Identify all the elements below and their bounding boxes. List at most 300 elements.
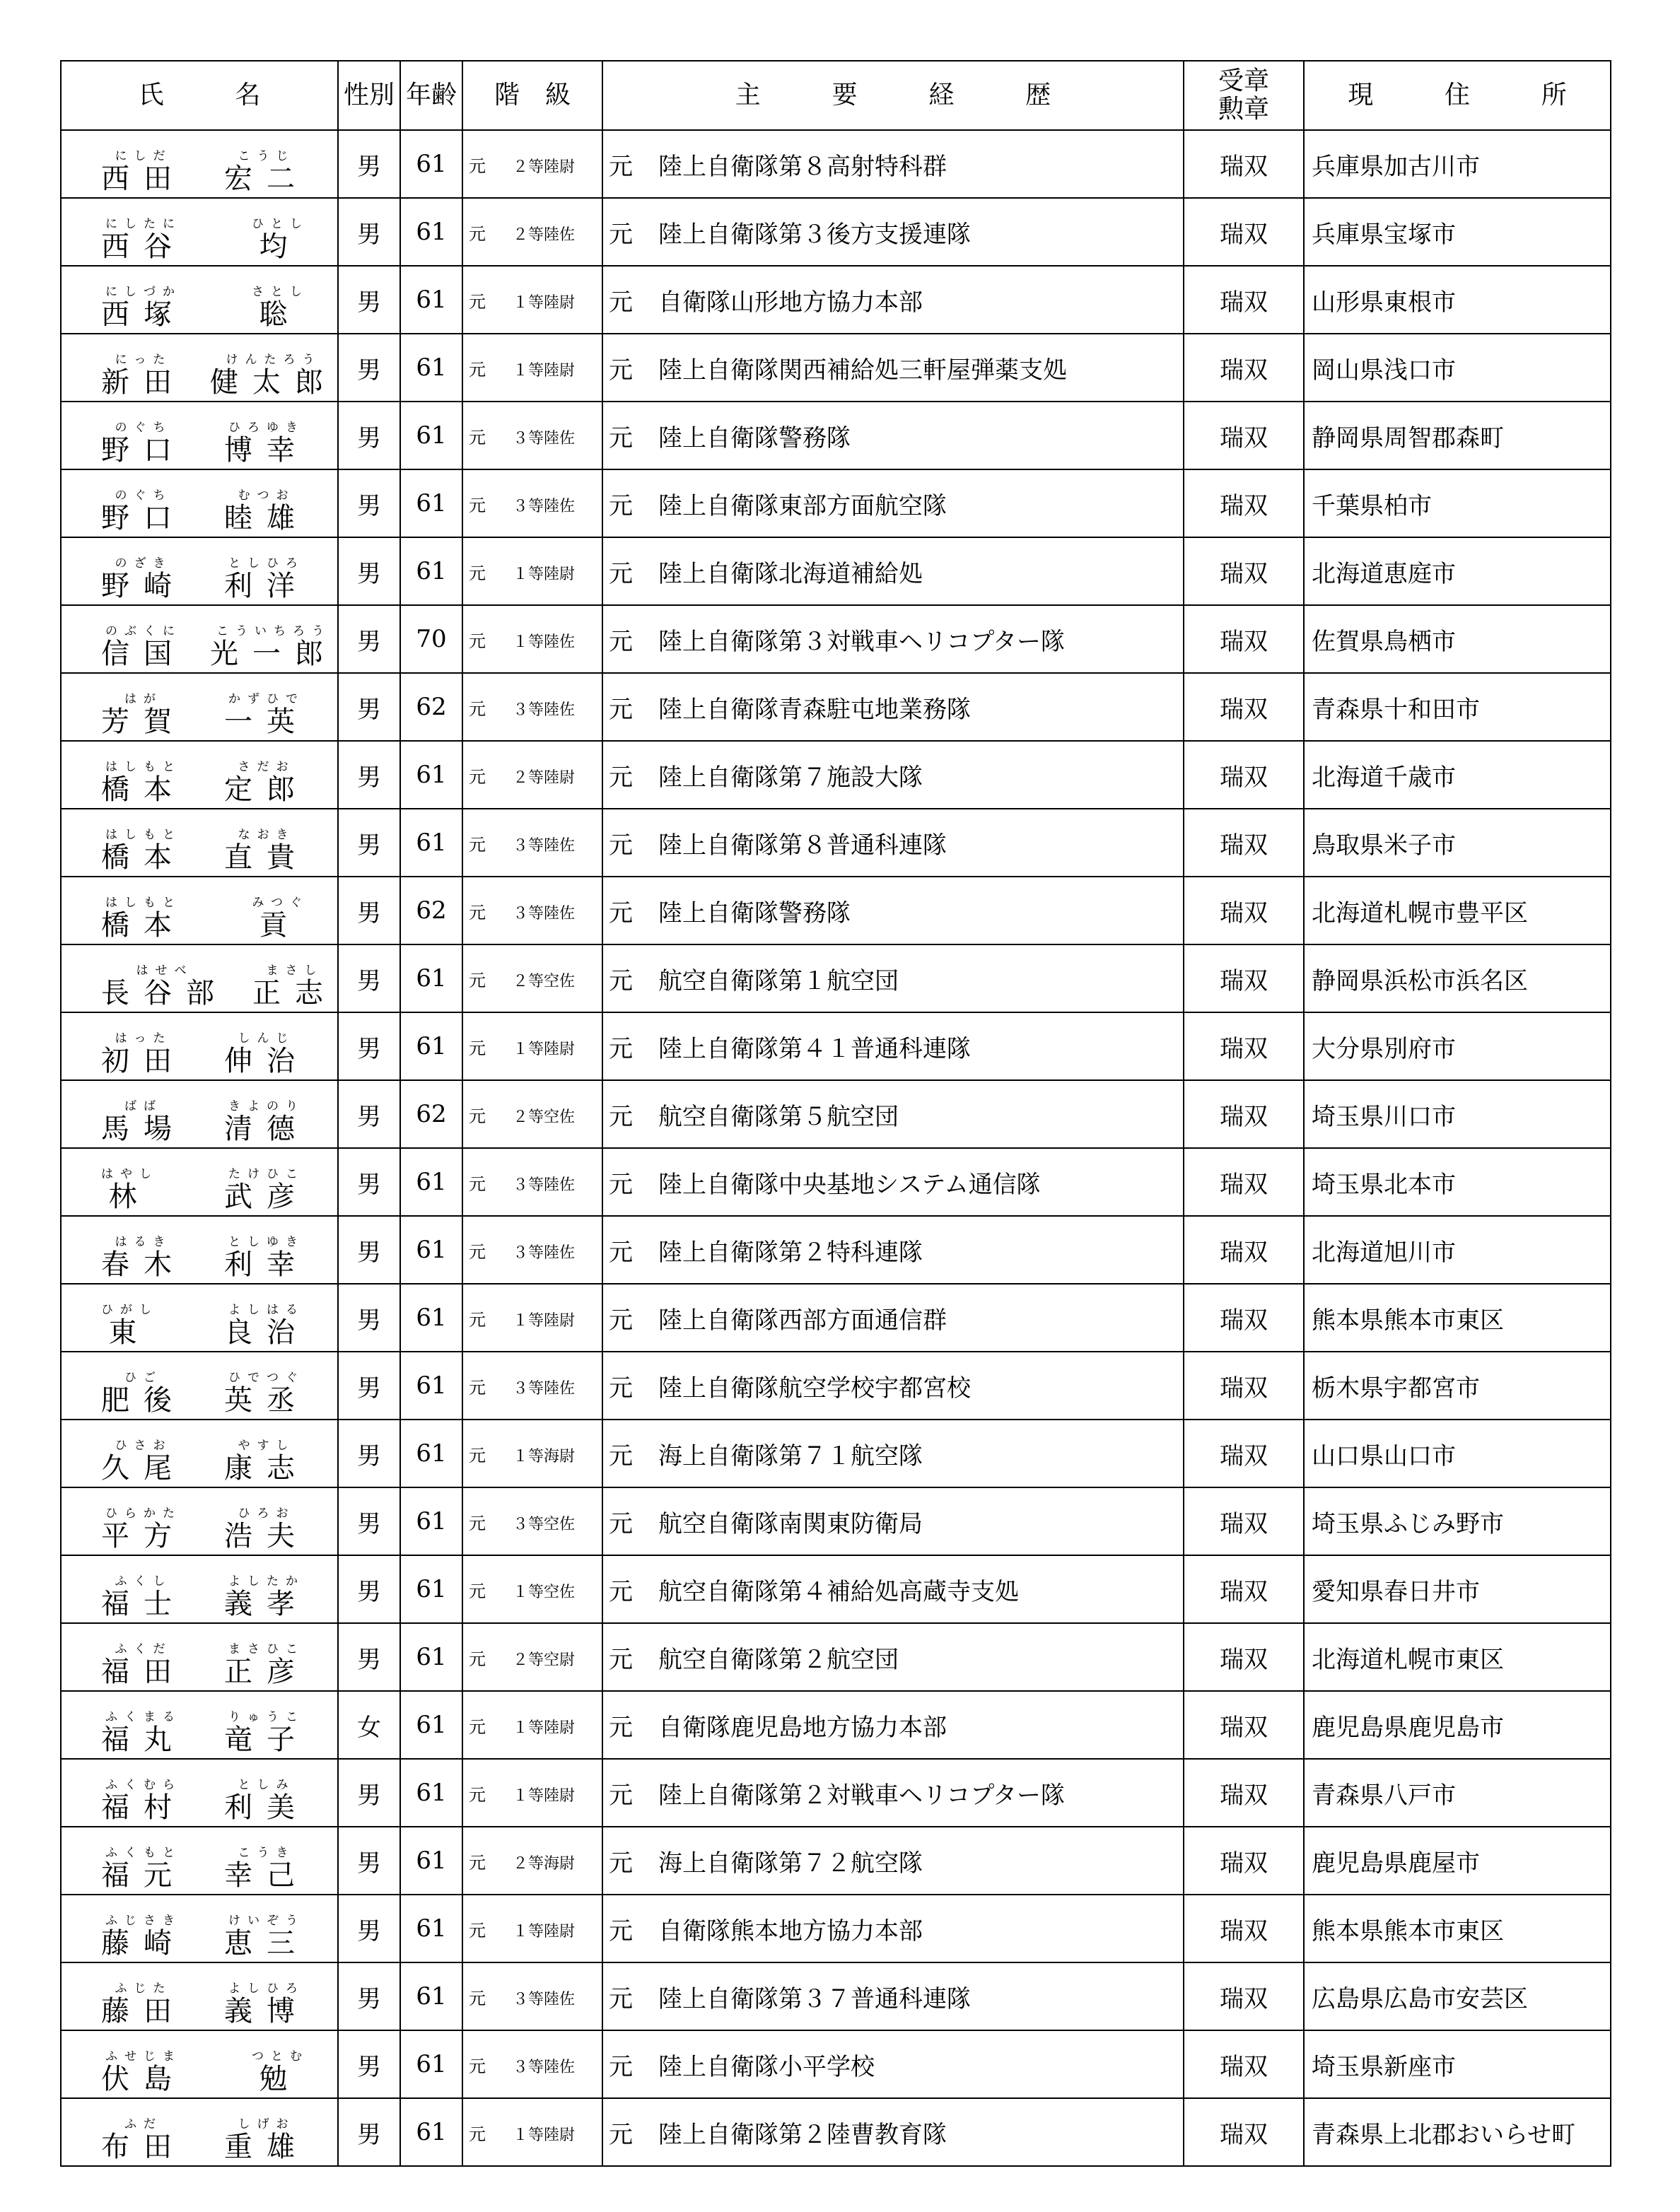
address-cell: 北海道旭川市	[1304, 1216, 1611, 1284]
given-name-kanji: 恵三	[224, 1926, 309, 1960]
rank-prefix: 元	[469, 698, 486, 719]
address-cell: 千葉県柏市	[1304, 469, 1611, 537]
rank-prefix: 元	[469, 970, 486, 990]
award-cell: 瑞双	[1184, 1827, 1304, 1895]
table-body	[61, 130, 1611, 2166]
name-cell	[61, 1012, 338, 1080]
family-name-reading: ふせじま	[105, 2049, 182, 2064]
award-cell: 瑞双	[1184, 1080, 1304, 1148]
rank-cell	[462, 673, 602, 741]
career-prefix: 元	[609, 1984, 633, 2013]
given-name-kanji: 清德	[224, 1112, 309, 1145]
given-name-kanji: 光一郎	[210, 637, 337, 670]
career-prefix: 元	[609, 1306, 633, 1335]
sex-cell: 男	[338, 1555, 400, 1623]
rank-cell	[462, 1216, 602, 1284]
given-name-kanji: 浩夫	[224, 1519, 309, 1552]
rank-value: ３等陸佐	[513, 836, 576, 855]
age-cell: 62	[400, 1080, 462, 1148]
award-cell: 瑞双	[1184, 1555, 1304, 1623]
table-row	[61, 1759, 1611, 1827]
career-cell	[602, 605, 1184, 673]
rank-value: ３等陸佐	[513, 701, 576, 719]
address-cell: 広島県広島市安芸区	[1304, 1962, 1611, 2030]
rank-prefix: 元	[469, 1513, 486, 1533]
career-value: 陸上自衛隊第８普通科連隊	[658, 831, 947, 860]
career-value: 陸上自衛隊第３後方支援連隊	[658, 220, 971, 249]
rank-cell	[462, 1284, 602, 1352]
address-cell: 鳥取県米子市	[1304, 809, 1611, 877]
address-cell: 大分県別府市	[1304, 1012, 1611, 1080]
career-value: 陸上自衛隊警務隊	[658, 899, 851, 927]
sex-cell: 男	[338, 605, 400, 673]
family-name-kanji: 長谷部	[101, 976, 228, 1010]
family-name	[101, 1440, 186, 1483]
table-row	[61, 741, 1611, 809]
address-cell: 愛知県春日井市	[1304, 1555, 1611, 1623]
name-cell	[61, 1352, 338, 1420]
given-name-reading: こういちろう	[216, 624, 331, 638]
given-name	[224, 1508, 309, 1551]
name-cell	[61, 1216, 338, 1284]
given-name	[210, 354, 337, 397]
family-name-reading: ふくもと	[105, 1845, 182, 1860]
family-name-reading: はせべ	[136, 963, 194, 978]
given-name-kanji: 伸治	[224, 1044, 309, 1077]
career-value: 陸上自衛隊第７施設大隊	[658, 763, 923, 792]
given-name-reading: まさし	[266, 963, 324, 978]
rank-cell	[462, 1759, 602, 1827]
table-row	[61, 1623, 1611, 1691]
sex-cell: 男	[338, 1827, 400, 1895]
family-name-kanji: 野口	[101, 501, 186, 534]
award-cell: 瑞双	[1184, 2098, 1304, 2166]
family-name	[101, 354, 186, 397]
family-name-reading: のぐち	[115, 488, 173, 503]
address-cell: 埼玉県ふじみ野市	[1304, 1487, 1611, 1555]
rank-value: ３等陸佐	[513, 904, 576, 923]
age-cell: 61	[400, 944, 462, 1012]
sex-cell: 男	[338, 1148, 400, 1216]
rank-prefix: 元	[469, 1174, 486, 1194]
given-name-reading: かずひで	[228, 691, 305, 706]
career-prefix: 元	[609, 831, 633, 860]
family-name	[101, 218, 186, 262]
table-row	[61, 402, 1611, 469]
age-cell: 61	[400, 1420, 462, 1487]
given-name	[252, 218, 309, 262]
given-name-reading: きよのり	[228, 1099, 305, 1113]
name-cell	[61, 402, 338, 469]
given-name-reading: よしひろ	[228, 1981, 305, 1996]
career-value: 陸上自衛隊第２特科連隊	[658, 1238, 923, 1267]
career-prefix: 元	[609, 356, 633, 385]
rank-cell	[462, 334, 602, 402]
given-name	[224, 558, 309, 601]
given-name	[224, 761, 309, 804]
address-cell: 埼玉県新座市	[1304, 2030, 1611, 2098]
family-name-reading: ひらかた	[105, 1506, 182, 1521]
given-name-reading: まさひこ	[228, 1642, 305, 1656]
career-prefix: 元	[609, 763, 633, 792]
award-cell: 瑞双	[1184, 130, 1304, 198]
rank-prefix: 元	[469, 1309, 486, 1330]
rank-prefix: 元	[469, 563, 486, 583]
career-cell	[602, 1012, 1184, 1080]
family-name-kanji: 芳賀	[101, 705, 186, 738]
family-name	[101, 1779, 186, 1822]
given-name-kanji: 義孝	[224, 1587, 309, 1620]
age-cell: 61	[400, 198, 462, 266]
career-cell	[602, 1827, 1184, 1895]
given-name-reading: ひとし	[252, 216, 309, 231]
name-cell	[61, 537, 338, 605]
award-cell: 瑞双	[1184, 1691, 1304, 1759]
given-name	[224, 1166, 309, 1213]
rank-value: ２等陸尉	[513, 768, 576, 787]
rank-cell	[462, 1352, 602, 1420]
rank-prefix: 元	[469, 291, 486, 312]
name-cell	[61, 1759, 338, 1827]
career-prefix: 元	[609, 1102, 633, 1131]
career-value: 海上自衛隊第７２航空隊	[658, 1849, 923, 1878]
rank-cell	[462, 1691, 602, 1759]
award-cell: 瑞双	[1184, 1352, 1304, 1420]
family-name	[101, 1915, 186, 1958]
age-cell: 61	[400, 2030, 462, 2098]
career-cell	[602, 537, 1184, 605]
award-cell: 瑞双	[1184, 1895, 1304, 1962]
rank-prefix: 元	[469, 495, 486, 515]
family-name-reading: にしづか	[105, 284, 182, 299]
name-cell	[61, 1623, 338, 1691]
family-name	[101, 2051, 186, 2094]
given-name-reading: ひでつぐ	[228, 1370, 305, 1385]
career-value: 自衛隊熊本地方協力本部	[658, 1917, 923, 1945]
career-cell	[602, 944, 1184, 1012]
rank-prefix: 元	[469, 2124, 486, 2144]
family-name-kanji: 肥後	[101, 1383, 186, 1417]
given-name	[224, 1644, 309, 1687]
family-name-reading: はるき	[115, 1234, 173, 1249]
award-cell: 瑞双	[1184, 2030, 1304, 2098]
name-cell	[61, 1691, 338, 1759]
family-name	[101, 691, 186, 738]
rank-value: １等陸尉	[513, 293, 576, 312]
rank-prefix: 元	[469, 902, 486, 923]
rank-value: ２等空佐	[513, 972, 576, 990]
rank-value: ２等陸佐	[513, 226, 576, 244]
career-value: 陸上自衛隊関西補給処三軒屋弾薬支処	[658, 356, 1067, 385]
table-row	[61, 1691, 1611, 1759]
sex-cell: 男	[338, 334, 400, 402]
career-cell	[602, 402, 1184, 469]
career-value: 陸上自衛隊第４１普通科連隊	[658, 1034, 971, 1063]
given-name	[252, 286, 309, 329]
rank-value: ３等陸佐	[513, 1379, 576, 1398]
award-cell: 瑞双	[1184, 334, 1304, 402]
career-prefix: 元	[609, 1577, 633, 1606]
given-name	[252, 897, 309, 940]
name-cell	[61, 673, 338, 741]
header-rank: 階 級	[462, 61, 602, 130]
family-name-reading: ふくまる	[105, 1709, 182, 1724]
sex-cell: 男	[338, 1352, 400, 1420]
rank-prefix: 元	[469, 1920, 486, 1941]
family-name	[101, 490, 186, 533]
age-cell: 61	[400, 130, 462, 198]
age-cell: 61	[400, 1691, 462, 1759]
career-cell	[602, 266, 1184, 334]
address-cell: 佐賀県鳥栖市	[1304, 605, 1611, 673]
family-name-kanji: 西塚	[101, 298, 186, 331]
family-name	[101, 1166, 158, 1213]
family-name-reading: にしだ	[115, 148, 173, 163]
family-name-reading: はが	[124, 691, 163, 706]
family-name-kanji: 西田	[101, 162, 186, 195]
family-name	[101, 1033, 186, 1076]
rank-value: ２等空佐	[513, 1108, 576, 1126]
sex-cell: 男	[338, 266, 400, 334]
name-cell	[61, 1080, 338, 1148]
sex-cell: 男	[338, 198, 400, 266]
family-name-kanji: 橋本	[101, 908, 186, 942]
award-cell: 瑞双	[1184, 877, 1304, 944]
sex-cell: 女	[338, 1691, 400, 1759]
family-name	[101, 965, 228, 1008]
age-cell: 61	[400, 1962, 462, 2030]
rank-prefix: 元	[469, 1649, 486, 1669]
career-value: 航空自衛隊第５航空団	[658, 1102, 899, 1131]
sex-cell: 男	[338, 741, 400, 809]
rank-cell	[462, 469, 602, 537]
rank-cell	[462, 1148, 602, 1216]
family-name-kanji: 布田	[101, 2130, 186, 2163]
given-name	[224, 422, 309, 465]
career-cell	[602, 1080, 1184, 1148]
name-cell	[61, 2030, 338, 2098]
age-cell: 61	[400, 1216, 462, 1284]
career-cell	[602, 469, 1184, 537]
rank-value: ２等空尉	[513, 1651, 576, 1669]
given-name-reading: よしはる	[228, 1302, 305, 1317]
career-cell	[602, 1487, 1184, 1555]
career-value: 航空自衛隊第１航空団	[658, 966, 899, 995]
address-cell: 鹿児島県鹿児島市	[1304, 1691, 1611, 1759]
award-cell: 瑞双	[1184, 1623, 1304, 1691]
rank-cell	[462, 1012, 602, 1080]
family-name-reading: ひがし	[101, 1302, 158, 1317]
family-name-reading: はやし	[101, 1166, 158, 1181]
address-cell: 静岡県周智郡森町	[1304, 402, 1611, 469]
rank-value: ３等陸佐	[513, 429, 576, 447]
award-cell: 瑞双	[1184, 1759, 1304, 1827]
career-cell	[602, 673, 1184, 741]
career-value: 陸上自衛隊第３７普通科連隊	[658, 1984, 971, 2013]
header-address: 現 住 所	[1304, 61, 1611, 130]
rank-value: １等海尉	[513, 1447, 576, 1465]
family-name-reading: ばば	[124, 1099, 163, 1113]
career-prefix: 元	[609, 491, 633, 520]
name-cell	[61, 1962, 338, 2030]
family-name-reading: ひさお	[115, 1438, 173, 1453]
sex-cell: 男	[338, 1962, 400, 2030]
table-row	[61, 1148, 1611, 1216]
award-cell: 瑞双	[1184, 673, 1304, 741]
rank-cell	[462, 1962, 602, 2030]
address-cell: 熊本県熊本市東区	[1304, 1895, 1611, 1962]
rank-value: １等陸尉	[513, 1786, 576, 1805]
rank-cell	[462, 402, 602, 469]
rank-prefix: 元	[469, 1445, 486, 1465]
rank-cell	[462, 1420, 602, 1487]
family-name-reading: はしもと	[105, 827, 182, 842]
rank-prefix: 元	[469, 2056, 486, 2076]
given-name-kanji: 義博	[224, 1994, 309, 2027]
career-value: 陸上自衛隊警務隊	[658, 423, 851, 452]
name-cell	[61, 605, 338, 673]
rank-value: ３等陸佐	[513, 1990, 576, 2008]
rank-value: ２等海尉	[513, 1854, 576, 1873]
rank-prefix: 元	[469, 1377, 486, 1398]
family-name-reading: にしたに	[105, 216, 182, 231]
career-value: 海上自衛隊第７１航空隊	[658, 1441, 923, 1470]
age-cell: 61	[400, 1284, 462, 1352]
family-name-kanji: 福丸	[101, 1723, 186, 1756]
name-cell	[61, 877, 338, 944]
career-value: 陸上自衛隊小平学校	[658, 2052, 875, 2081]
given-name-reading: ひろお	[238, 1506, 296, 1521]
rank-value: １等陸尉	[513, 565, 576, 583]
award-cell: 瑞双	[1184, 1962, 1304, 2030]
rank-prefix: 元	[469, 1241, 486, 1262]
rank-prefix: 元	[469, 631, 486, 651]
sex-cell: 男	[338, 877, 400, 944]
rank-cell	[462, 1827, 602, 1895]
given-name-reading: なおき	[238, 827, 296, 842]
sex-cell: 男	[338, 1623, 400, 1691]
name-cell	[61, 266, 338, 334]
name-cell	[61, 2098, 338, 2166]
career-value: 陸上自衛隊青森駐屯地業務隊	[658, 695, 971, 724]
rank-cell	[462, 605, 602, 673]
family-name	[101, 1236, 186, 1280]
rank-cell	[462, 266, 602, 334]
age-cell: 61	[400, 1827, 462, 1895]
table-row	[61, 1012, 1611, 1080]
given-name	[224, 148, 309, 195]
table-row	[61, 1962, 1611, 2030]
family-name	[101, 286, 186, 329]
age-cell: 61	[400, 809, 462, 877]
sex-cell: 男	[338, 2030, 400, 2098]
age-cell: 70	[400, 605, 462, 673]
family-name	[101, 1101, 186, 1144]
sex-cell: 男	[338, 1420, 400, 1487]
career-value: 陸上自衛隊第２対戦車ヘリコプター隊	[658, 1781, 1065, 1810]
age-cell: 61	[400, 1487, 462, 1555]
table-row	[61, 469, 1611, 537]
rank-value: ３等陸佐	[513, 497, 576, 515]
family-name-reading: ひご	[124, 1370, 163, 1385]
career-value: 航空自衛隊第４補給処高蔵寺支処	[658, 1577, 1019, 1606]
career-prefix: 元	[609, 1509, 633, 1538]
name-cell	[61, 1487, 338, 1555]
career-cell	[602, 1623, 1184, 1691]
given-name-reading: つとむ	[252, 2049, 309, 2064]
name-cell	[61, 334, 338, 402]
career-value: 陸上自衛隊航空学校宇都宮校	[658, 1374, 971, 1403]
given-name-kanji: 利洋	[224, 569, 309, 602]
name-cell	[61, 1284, 338, 1352]
career-cell	[602, 198, 1184, 266]
career-value: 自衛隊山形地方協力本部	[658, 288, 923, 317]
career-prefix: 元	[609, 220, 633, 249]
given-name-kanji: 正彦	[224, 1655, 309, 1688]
family-name-kanji: 藤崎	[101, 1926, 186, 1960]
given-name	[224, 1440, 309, 1483]
career-prefix: 元	[609, 2052, 633, 2081]
career-cell	[602, 1759, 1184, 1827]
sex-cell: 男	[338, 402, 400, 469]
name-cell	[61, 1420, 338, 1487]
given-name-kanji: 良治	[224, 1316, 309, 1349]
given-name-kanji: 健太郎	[210, 365, 337, 399]
table-row	[61, 944, 1611, 1012]
career-prefix: 元	[609, 1034, 633, 1063]
sex-cell: 男	[338, 1216, 400, 1284]
table-row	[61, 334, 1611, 402]
career-value: 陸上自衛隊第２陸曹教育隊	[658, 2120, 947, 2149]
career-value: 陸上自衛隊中央基地システム通信隊	[658, 1170, 1041, 1199]
family-name	[101, 626, 186, 669]
award-cell: 瑞双	[1184, 537, 1304, 605]
family-name-kanji: 福村	[101, 1791, 186, 1824]
given-name-kanji: 正志	[252, 976, 337, 1010]
address-cell: 北海道札幌市豊平区	[1304, 877, 1611, 944]
given-name	[224, 1372, 309, 1415]
given-name-reading: たけひこ	[228, 1166, 305, 1181]
given-name	[224, 1983, 309, 2026]
rank-prefix: 元	[469, 1106, 486, 1126]
rank-value: １等陸尉	[513, 2126, 576, 2144]
family-name-reading: のぶくに	[105, 624, 182, 638]
rank-cell	[462, 1080, 602, 1148]
family-name-reading: ふじた	[115, 1981, 173, 1996]
award-cell: 瑞双	[1184, 741, 1304, 809]
age-cell: 61	[400, 741, 462, 809]
given-name-reading: ひろゆき	[228, 420, 305, 435]
given-name-reading: しげお	[238, 2117, 296, 2131]
table-row	[61, 1895, 1611, 1962]
table-row	[61, 1284, 1611, 1352]
table-row	[61, 537, 1611, 605]
given-name	[224, 1236, 309, 1280]
career-cell	[602, 809, 1184, 877]
name-cell	[61, 741, 338, 809]
given-name	[224, 2119, 309, 2162]
address-cell: 山形県東根市	[1304, 266, 1611, 334]
age-cell: 61	[400, 537, 462, 605]
given-name-reading: さとし	[252, 284, 309, 299]
family-name-kanji: 馬場	[101, 1112, 186, 1145]
career-value: 陸上自衛隊第８高射特科群	[658, 152, 947, 181]
sex-cell: 男	[338, 673, 400, 741]
family-name-reading: のざき	[115, 556, 173, 570]
given-name-reading: こうき	[238, 1845, 296, 1860]
rank-cell	[462, 2030, 602, 2098]
rank-cell	[462, 198, 602, 266]
